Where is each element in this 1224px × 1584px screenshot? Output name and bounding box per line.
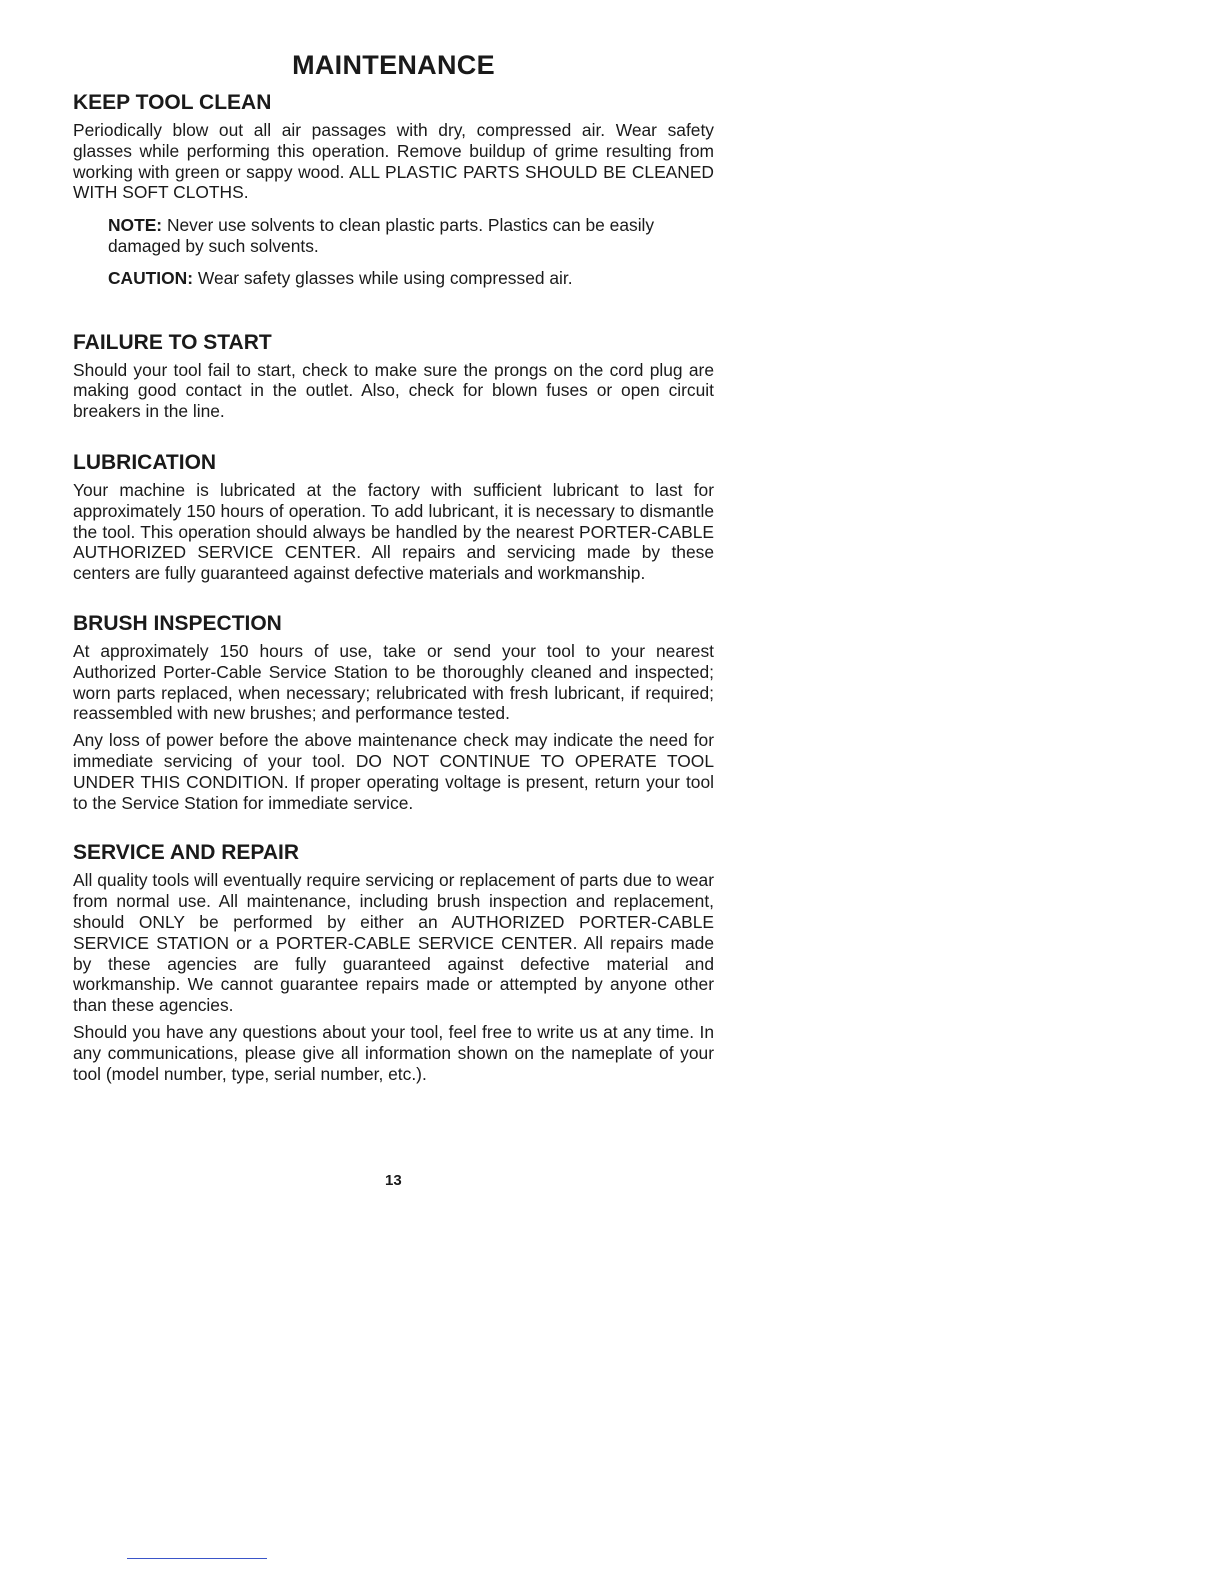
section-service-and-repair (73, 840, 714, 1084)
page-title: MAINTENANCE (292, 50, 495, 80)
section-brush-inspection (73, 611, 714, 813)
paragraph: Any loss of power before the above maintenance check may indicate the need for immediate servicing of your tool. DO NOT CONTINUE TO OPERATE TOOL UNDER THIS CONDITION. If proper operating voltage is present, return your tool to the Service Station for immediate service. (73, 730, 714, 813)
section-failure-to-start (73, 330, 714, 422)
caution (108, 268, 714, 289)
paragraph: At approximately 150 hours of use, take or send your tool to your nearest Authorized Porter-Cable Service Station to be thoroughly cleaned and inspected; worn parts replaced, when necessary; relubricated with fresh lubricant, if required; reassembled with new brushes; and performance tested. (73, 640, 714, 724)
notes-block (108, 215, 714, 288)
footer-rule (127, 1558, 267, 1559)
paragraph: Should your tool fail to start, check to make sure the prongs on the cord plug are making good contact in the outlet. Also, check for blown fuses or open circuit breakers in the line. (73, 359, 714, 422)
note-label: NOTE: (108, 215, 163, 236)
note-text: Never use solvents to clean plastic parts. Plastics can be easily damaged by such solvents. (108, 215, 655, 256)
section-heading: KEEP TOOL CLEAN (73, 91, 272, 114)
section-heading: SERVICE AND REPAIR (73, 841, 299, 865)
paragraph: Should you have any questions about your tool, feel free to write us at any time. In any communications, please give all information shown on the nameplate of your tool (model number, type, serial number, etc.). (73, 1021, 714, 1084)
paragraph: All quality tools will eventually require servicing or replacement of parts due to wear from normal use. All maintenance, including brush inspection and replacement, should ONLY be performed by either an AUTHORIZED PORTER-CABLE SERVICE STATION or a PORTER-CABLE SERVICE CENTER. All repairs made by these agencies are fully guaranteed against defective material and workmanship. We cannot guarantee repairs made or attempted by anyone other than these agencies. (73, 870, 714, 1016)
paragraph: Periodically blow out all air passages with dry, compressed air. Wear safety glasses while performing this operation. Remove buildup of grime resulting from working with green or sappy wood. ALL PLASTIC PARTS SHOULD BE CLEANED WITH SOFT CLOTHS. (73, 120, 714, 203)
paragraph: Your machine is lubricated at the factory with sufficient lubricant to last for approximately 150 hours of operation. To add lubricant, it is necessary to dismantle the tool. This operation should always be handled by the nearest PORTER-CABLE AUTHORIZED SERVICE CENTER. All repairs and servicing made by these centers are fully guaranteed against defective materials and workmanship. (73, 479, 714, 584)
note (108, 215, 714, 257)
section-heading: BRUSH INSPECTION (73, 611, 282, 635)
section-heading: LUBRICATION (73, 450, 217, 474)
caution-label: CAUTION: (108, 267, 194, 288)
section-lubrication (73, 450, 714, 584)
caution-text: Wear safety glasses while using compressed air. (197, 267, 573, 288)
section-keep-tool-clean (73, 90, 714, 289)
page-number: 13 (385, 1172, 402, 1189)
section-heading: FAILURE TO START (73, 330, 272, 354)
manual-page (73, 48, 714, 1084)
